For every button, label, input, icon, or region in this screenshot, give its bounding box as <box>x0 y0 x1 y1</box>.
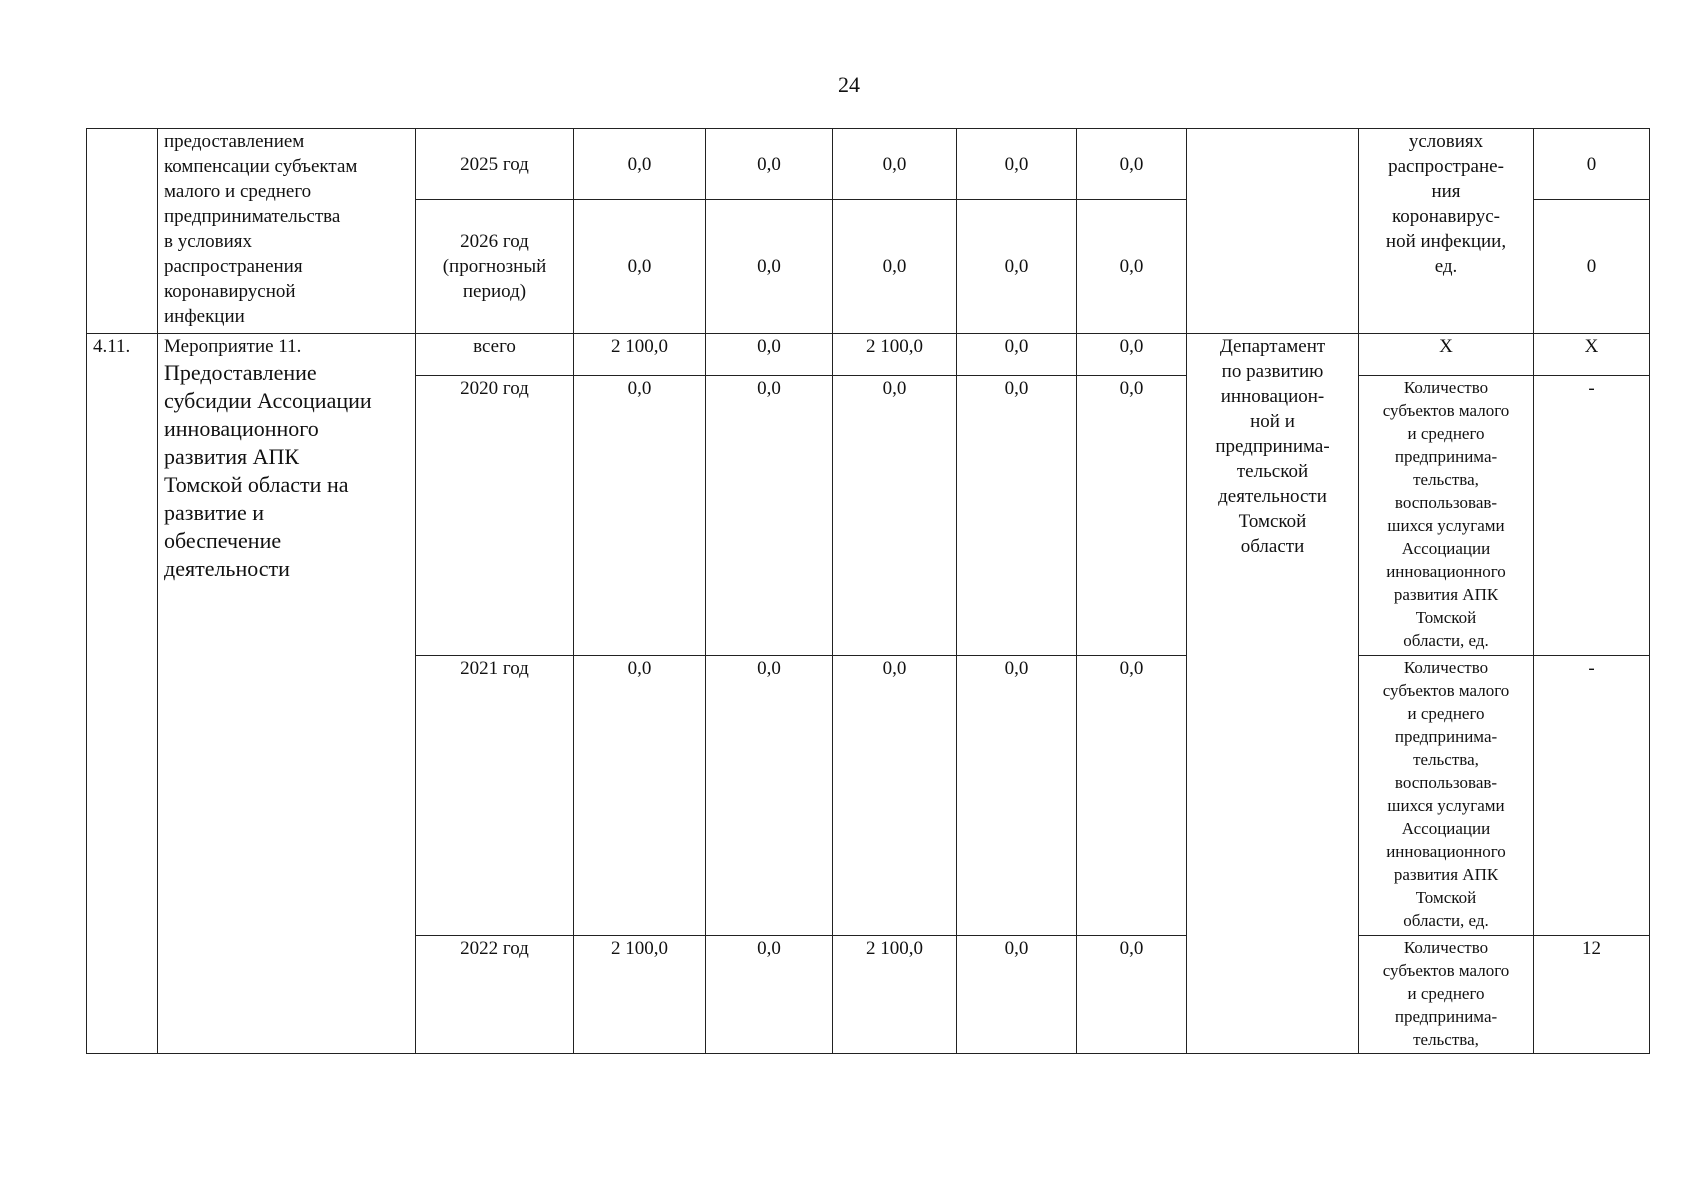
value-cell: 0,0 <box>957 376 1077 656</box>
number-cell <box>87 129 158 334</box>
value-cell: 0,0 <box>706 656 833 936</box>
year-cell: 2026 год (прогнозный период) <box>416 200 574 334</box>
target-cell: - <box>1534 376 1650 656</box>
value-cell: 0,0 <box>574 200 706 334</box>
value-cell: 0,0 <box>957 129 1077 200</box>
value-cell: 0,0 <box>1077 129 1187 200</box>
value-cell: 2 100,0 <box>574 936 706 1054</box>
table-row <box>87 334 1650 376</box>
indicator-cell: Количество субъектов малого и среднего предпринима- тельства, <box>1359 936 1534 1054</box>
year-cell: 2025 год <box>416 129 574 200</box>
indicator-cell: Количество субъектов малого и среднего предпринима- тельства, воспользовав- шихся услугами Ассоциации инновационного развития АПК Томской области, ед. <box>1359 656 1534 936</box>
value-cell: 2 100,0 <box>574 334 706 376</box>
value-cell: 0,0 <box>706 936 833 1054</box>
table-row <box>87 129 1650 200</box>
indicator-cell: условиях распростране- ния коронавирус- ной инфекции, ед. <box>1359 129 1534 334</box>
program-activities-table <box>86 128 1650 1054</box>
value-cell: 0,0 <box>574 376 706 656</box>
value-cell: 0,0 <box>1077 376 1187 656</box>
value-cell: 0,0 <box>1077 936 1187 1054</box>
value-cell: 0,0 <box>574 129 706 200</box>
value-cell: 0,0 <box>957 656 1077 936</box>
value-cell: 0,0 <box>706 200 833 334</box>
value-cell: 0,0 <box>957 936 1077 1054</box>
target-cell: 0 <box>1534 200 1650 334</box>
executor-cell: Департамент по развитию инновацион- ной и предпринима- тельской деятельности Томской области <box>1187 334 1359 1054</box>
value-cell: 2 100,0 <box>833 936 957 1054</box>
activity-number: 4.11. <box>87 334 158 1054</box>
target-cell: 12 <box>1534 936 1650 1054</box>
value-cell: 0,0 <box>1077 200 1187 334</box>
value-cell: 0,0 <box>706 334 833 376</box>
description-cell: предоставлением компенсации субъектам малого и среднего предпринимательства в условиях распространения коронавирусной инфекции <box>158 129 416 334</box>
value-cell: 0,0 <box>1077 334 1187 376</box>
target-cell: - <box>1534 656 1650 936</box>
indicator-cell: Х <box>1359 334 1534 376</box>
value-cell: 0,0 <box>706 376 833 656</box>
year-cell: всего <box>416 334 574 376</box>
year-cell: 2020 год <box>416 376 574 656</box>
value-cell: 0,0 <box>833 129 957 200</box>
indicator-cell: Количество субъектов малого и среднего предпринима- тельства, воспользовав- шихся услугами Ассоциации инновационного развития АПК Томской области, ед. <box>1359 376 1534 656</box>
value-cell: 0,0 <box>833 200 957 334</box>
year-cell: 2022 год <box>416 936 574 1054</box>
value-cell: 0,0 <box>706 129 833 200</box>
value-cell: 0,0 <box>833 376 957 656</box>
target-cell: 0 <box>1534 129 1650 200</box>
value-cell: 0,0 <box>957 334 1077 376</box>
executor-cell <box>1187 129 1359 334</box>
page-number: 24 <box>838 72 860 97</box>
year-cell: 2021 год <box>416 656 574 936</box>
value-cell: 0,0 <box>574 656 706 936</box>
value-cell: 2 100,0 <box>833 334 957 376</box>
activity-description: Мероприятие 11. Предоставление субсидии Ассоциации инновационного развития АПК Томской области на развитие и обеспечение деятельности <box>158 334 416 1054</box>
value-cell: 0,0 <box>1077 656 1187 936</box>
value-cell: 0,0 <box>957 200 1077 334</box>
target-cell: Х <box>1534 334 1650 376</box>
value-cell: 0,0 <box>833 656 957 936</box>
